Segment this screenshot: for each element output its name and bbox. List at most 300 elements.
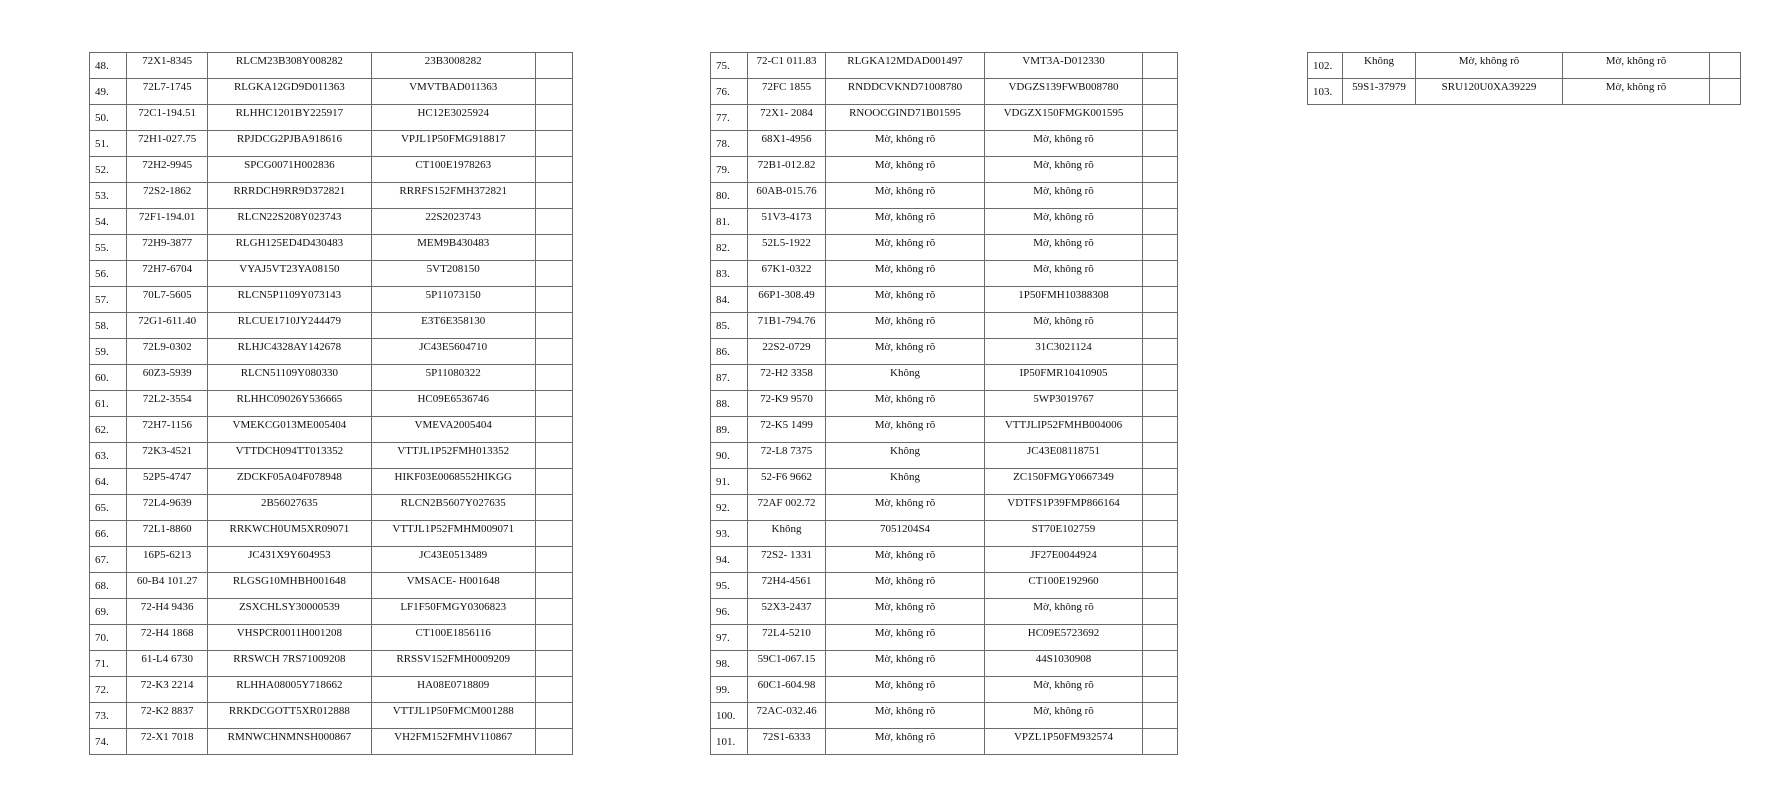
table-cell: RLCUE1710JY244479: [208, 313, 371, 339]
table-cell: RLHHC09026Y536665: [208, 391, 371, 417]
table-row: [90, 729, 573, 755]
table-cell: 72C1-194.51: [127, 105, 208, 131]
table-cell: [535, 261, 572, 287]
table-cell: 50.: [90, 105, 127, 131]
table-cell: [1143, 599, 1178, 625]
table-row: [90, 495, 573, 521]
table-cell: [535, 625, 572, 651]
table-row: [711, 625, 1178, 651]
table-cell: Mờ, không rõ: [985, 261, 1143, 287]
table-cell: 67.: [90, 547, 127, 573]
table-cell: 64.: [90, 469, 127, 495]
table-cell: VPJL1P50FMG918817: [371, 131, 535, 157]
table-row: [90, 703, 573, 729]
table-cell: Mờ, không rõ: [985, 209, 1143, 235]
table-cell: VMEVA2005404: [371, 417, 535, 443]
table-row: [711, 495, 1178, 521]
table-cell: Mờ, không rõ: [985, 703, 1143, 729]
table-cell: 44S1030908: [985, 651, 1143, 677]
table-cell: Không: [1343, 53, 1416, 79]
table-cell: 72G1-611.40: [127, 313, 208, 339]
vehicle-table-1: [89, 52, 573, 755]
table-cell: Mờ, không rõ: [826, 183, 985, 209]
table-cell: 72L1-8860: [127, 521, 208, 547]
table-cell: 72L4-9639: [127, 495, 208, 521]
table-row: [90, 417, 573, 443]
table-cell: 87.: [711, 365, 748, 391]
table-cell: 66.: [90, 521, 127, 547]
table-cell: 88.: [711, 391, 748, 417]
table-body: [1308, 53, 1741, 105]
table-cell: RLGKA12MDAD001497: [826, 53, 985, 79]
table-cell: 102.: [1308, 53, 1343, 79]
table-cell: [1143, 339, 1178, 365]
table-cell: Mờ, không rõ: [826, 287, 985, 313]
table-cell: RLHHA08005Y718662: [208, 677, 371, 703]
table-cell: 72-X1 7018: [127, 729, 208, 755]
table-cell: 71B1-794.76: [748, 313, 826, 339]
table-cell: 62.: [90, 417, 127, 443]
table-cell: 85.: [711, 313, 748, 339]
table-row: [90, 521, 573, 547]
table-cell: Mờ, không rõ: [826, 261, 985, 287]
table-cell: HIKF03E0068552HIKGG: [371, 469, 535, 495]
table-cell: VTTDCH094TT013352: [208, 443, 371, 469]
table-cell: Mờ, không rõ: [826, 417, 985, 443]
table-cell: Mờ, không rõ: [826, 235, 985, 261]
table-row: [90, 235, 573, 261]
table-cell: 68.: [90, 573, 127, 599]
table-row: [90, 105, 573, 131]
table-cell: 72-K2 8837: [127, 703, 208, 729]
table-cell: 74.: [90, 729, 127, 755]
table-cell: Mờ, không rõ: [826, 157, 985, 183]
table-cell: HC09E5723692: [985, 625, 1143, 651]
table-cell: [1143, 443, 1178, 469]
table-cell: [535, 547, 572, 573]
table-row: [90, 131, 573, 157]
table-cell: [1143, 495, 1178, 521]
table-cell: RPJDCG2PJBA918616: [208, 131, 371, 157]
table-cell: 72S2-1862: [127, 183, 208, 209]
table-cell: 72B1-012.82: [748, 157, 826, 183]
table-cell: 72-H4 9436: [127, 599, 208, 625]
table-row: [711, 703, 1178, 729]
table-row: [711, 599, 1178, 625]
table-row: [90, 157, 573, 183]
table-cell: [1143, 235, 1178, 261]
table-cell: 72-H2 3358: [748, 365, 826, 391]
table-row: [90, 469, 573, 495]
table-cell: [1143, 469, 1178, 495]
table-cell: Mờ, không rõ: [1563, 53, 1710, 79]
table-row: [711, 209, 1178, 235]
table-cell: 57.: [90, 287, 127, 313]
table-cell: 66P1-308.49: [748, 287, 826, 313]
table-row: [90, 599, 573, 625]
table-cell: [535, 313, 572, 339]
table-cell: 52-F6 9662: [748, 469, 826, 495]
table-cell: JC43E5604710: [371, 339, 535, 365]
table-cell: 91.: [711, 469, 748, 495]
table-cell: 53.: [90, 183, 127, 209]
table-cell: [1143, 677, 1178, 703]
table-cell: [1143, 365, 1178, 391]
table-cell: [535, 53, 572, 79]
table-row: [90, 313, 573, 339]
table-cell: Mờ, không rõ: [826, 547, 985, 573]
table-cell: Không: [748, 521, 826, 547]
table-cell: Mờ, không rõ: [826, 625, 985, 651]
table-cell: [535, 157, 572, 183]
table-cell: 59C1-067.15: [748, 651, 826, 677]
table-cell: [535, 339, 572, 365]
table-cell: [535, 287, 572, 313]
table-cell: ZC150FMGY0667349: [985, 469, 1143, 495]
table-cell: 78.: [711, 131, 748, 157]
table-cell: Mờ, không rõ: [826, 677, 985, 703]
table-cell: RLCN22S208Y023743: [208, 209, 371, 235]
table-cell: IP50FMR10410905: [985, 365, 1143, 391]
table-cell: 5WP3019767: [985, 391, 1143, 417]
table-cell: JC43E08118751: [985, 443, 1143, 469]
table-cell: 72H7-1156: [127, 417, 208, 443]
table-cell: 16P5-6213: [127, 547, 208, 573]
table-cell: 97.: [711, 625, 748, 651]
table-row: [711, 365, 1178, 391]
table-cell: Mờ, không rõ: [1416, 53, 1563, 79]
table-cell: 70.: [90, 625, 127, 651]
table-row: [1308, 79, 1741, 105]
table-row: [711, 469, 1178, 495]
table-cell: [1143, 391, 1178, 417]
table-cell: [535, 729, 572, 755]
table-row: [711, 521, 1178, 547]
table-cell: CT100E1978263: [371, 157, 535, 183]
table-cell: VDGZS139FWB008780: [985, 79, 1143, 105]
table-cell: 101.: [711, 729, 748, 755]
table-cell: 72L4-5210: [748, 625, 826, 651]
table-cell: 49.: [90, 79, 127, 105]
table-cell: [535, 677, 572, 703]
table-cell: 56.: [90, 261, 127, 287]
table-cell: [535, 79, 572, 105]
table-cell: [1143, 417, 1178, 443]
table-cell: 51.: [90, 131, 127, 157]
table-row: [711, 287, 1178, 313]
table-cell: [1710, 53, 1741, 79]
table-cell: Mờ, không rõ: [985, 235, 1143, 261]
table-cell: JC431X9Y604953: [208, 547, 371, 573]
table-cell: VMT3A-D012330: [985, 53, 1143, 79]
table-cell: RRKWCH0UM5XR09071: [208, 521, 371, 547]
table-cell: [535, 105, 572, 131]
table-row: [90, 443, 573, 469]
table-cell: 65.: [90, 495, 127, 521]
table-cell: 52.: [90, 157, 127, 183]
table-cell: [535, 521, 572, 547]
table-cell: VTTJLIP52FMHB004006: [985, 417, 1143, 443]
table-row: [711, 391, 1178, 417]
table-cell: 72L9-0302: [127, 339, 208, 365]
table-cell: [1143, 573, 1178, 599]
table-cell: 92.: [711, 495, 748, 521]
table-cell: 72-K9 9570: [748, 391, 826, 417]
table-cell: 70L7-5605: [127, 287, 208, 313]
table-cell: Mờ, không rõ: [826, 495, 985, 521]
table-cell: [1143, 547, 1178, 573]
table-cell: [535, 703, 572, 729]
table-cell: RLCM23B308Y008282: [208, 53, 371, 79]
table-cell: RRSWCH 7RS71009208: [208, 651, 371, 677]
table-cell: [535, 469, 572, 495]
table-cell: 52L5-1922: [748, 235, 826, 261]
table-cell: 23B3008282: [371, 53, 535, 79]
table-cell: 83.: [711, 261, 748, 287]
table-cell: HC09E6536746: [371, 391, 535, 417]
table-row: [90, 651, 573, 677]
table-cell: [535, 183, 572, 209]
table-row: [90, 339, 573, 365]
table-cell: [535, 443, 572, 469]
table-cell: 60Z3-5939: [127, 365, 208, 391]
table-cell: 80.: [711, 183, 748, 209]
table-cell: 2B56027635: [208, 495, 371, 521]
table-cell: 72FC 1855: [748, 79, 826, 105]
table-cell: [535, 417, 572, 443]
table-cell: [1143, 313, 1178, 339]
table-cell: SRU120U0XA39229: [1416, 79, 1563, 105]
table-cell: 76.: [711, 79, 748, 105]
table-cell: 72X1- 2084: [748, 105, 826, 131]
table-cell: VMSACE- H001648: [371, 573, 535, 599]
table-cell: 5P11073150: [371, 287, 535, 313]
table-cell: RRKDCGOTT5XR012888: [208, 703, 371, 729]
table-cell: Mờ, không rõ: [1563, 79, 1710, 105]
table-cell: 72H1-027.75: [127, 131, 208, 157]
table-row: [90, 53, 573, 79]
table-cell: VTTJL1P50FMCM001288: [371, 703, 535, 729]
table-cell: 72L7-1745: [127, 79, 208, 105]
table-cell: 72H7-6704: [127, 261, 208, 287]
table-cell: VPZL1P50FM932574: [985, 729, 1143, 755]
table-cell: VTTJL1P52FMH013352: [371, 443, 535, 469]
table-cell: RRRFS152FMH372821: [371, 183, 535, 209]
table-cell: 72.: [90, 677, 127, 703]
table-cell: ST70E102759: [985, 521, 1143, 547]
table-cell: E3T6E358130: [371, 313, 535, 339]
table-cell: RLCN2B5607Y027635: [371, 495, 535, 521]
table-cell: ZDCKF05A04F078948: [208, 469, 371, 495]
table-row: [90, 573, 573, 599]
table-cell: 31C3021124: [985, 339, 1143, 365]
table-cell: [1143, 157, 1178, 183]
table-row: [711, 235, 1178, 261]
table-cell: Mờ, không rõ: [985, 599, 1143, 625]
table-row: [711, 547, 1178, 573]
table-cell: 60C1-604.98: [748, 677, 826, 703]
table-cell: [1143, 703, 1178, 729]
table-row: [711, 313, 1178, 339]
table-cell: Không: [826, 443, 985, 469]
table-cell: [535, 209, 572, 235]
table-cell: 89.: [711, 417, 748, 443]
table-cell: [535, 131, 572, 157]
table-cell: 67K1-0322: [748, 261, 826, 287]
table-cell: [1143, 53, 1178, 79]
table-row: [711, 105, 1178, 131]
table-cell: 72-C1 011.83: [748, 53, 826, 79]
table-cell: [1143, 183, 1178, 209]
table-row: [711, 157, 1178, 183]
table-cell: 60.: [90, 365, 127, 391]
table-cell: HC12E3025924: [371, 105, 535, 131]
table-row: [90, 261, 573, 287]
table-cell: [1143, 287, 1178, 313]
table-cell: [535, 599, 572, 625]
table-body: [90, 53, 573, 755]
table-cell: RLGSG10MHBH001648: [208, 573, 371, 599]
table-cell: CT100E192960: [985, 573, 1143, 599]
table-cell: [535, 495, 572, 521]
table-cell: 5P11080322: [371, 365, 535, 391]
table-cell: 93.: [711, 521, 748, 547]
table-cell: [1143, 729, 1178, 755]
table-cell: VMEKCG013ME005404: [208, 417, 371, 443]
table-cell: 82.: [711, 235, 748, 261]
table-cell: Mờ, không rõ: [985, 183, 1143, 209]
table-cell: [1143, 209, 1178, 235]
table-cell: VMVTBAD011363: [371, 79, 535, 105]
table-cell: [1143, 625, 1178, 651]
table-cell: 72-H4 1868: [127, 625, 208, 651]
table-cell: 98.: [711, 651, 748, 677]
table-cell: 75.: [711, 53, 748, 79]
table-row: [711, 443, 1178, 469]
vehicle-table-3: [1307, 52, 1741, 105]
table-cell: 61.: [90, 391, 127, 417]
table-cell: 72H4-4561: [748, 573, 826, 599]
table-cell: Mờ, không rõ: [826, 391, 985, 417]
table-row: [711, 79, 1178, 105]
table-cell: 72-L8 7375: [748, 443, 826, 469]
table-cell: Mờ, không rõ: [826, 209, 985, 235]
table-cell: Mờ, không rõ: [826, 651, 985, 677]
table-cell: Mờ, không rõ: [826, 599, 985, 625]
table-cell: CT100E1856116: [371, 625, 535, 651]
table-cell: Mờ, không rõ: [985, 313, 1143, 339]
table-cell: 48.: [90, 53, 127, 79]
table-cell: Mờ, không rõ: [826, 729, 985, 755]
table-cell: Mờ, không rõ: [826, 573, 985, 599]
table-cell: 54.: [90, 209, 127, 235]
table-cell: 52P5-4747: [127, 469, 208, 495]
table-cell: VDGZX150FMGK001595: [985, 105, 1143, 131]
table-cell: 77.: [711, 105, 748, 131]
table-cell: RLCN51109Y080330: [208, 365, 371, 391]
table-cell: 7051204S4: [826, 521, 985, 547]
table-cell: 72AF 002.72: [748, 495, 826, 521]
table-row: [90, 625, 573, 651]
table-cell: MEM9B430483: [371, 235, 535, 261]
table-cell: Mờ, không rõ: [985, 157, 1143, 183]
table-cell: RNOOCGIND71B01595: [826, 105, 985, 131]
table-row: [90, 287, 573, 313]
table-cell: 55.: [90, 235, 127, 261]
table-cell: RRSSV152FMH0009209: [371, 651, 535, 677]
table-cell: RMNWCHNMNSH000867: [208, 729, 371, 755]
table-cell: 86.: [711, 339, 748, 365]
table-cell: 59S1-37979: [1343, 79, 1416, 105]
table-cell: 71.: [90, 651, 127, 677]
table-cell: 69.: [90, 599, 127, 625]
table-cell: 100.: [711, 703, 748, 729]
table-cell: Mờ, không rõ: [826, 703, 985, 729]
table-cell: 60AB-015.76: [748, 183, 826, 209]
table-cell: 72H2-9945: [127, 157, 208, 183]
table-cell: [1143, 261, 1178, 287]
table-row: [90, 183, 573, 209]
table-cell: 63.: [90, 443, 127, 469]
table-cell: RLHJC4328AY142678: [208, 339, 371, 365]
table-cell: 94.: [711, 547, 748, 573]
table-cell: 68X1-4956: [748, 131, 826, 157]
table-cell: Mờ, không rõ: [826, 313, 985, 339]
table-cell: Mờ, không rõ: [985, 131, 1143, 157]
table-cell: 72AC-032.46: [748, 703, 826, 729]
table-cell: [535, 651, 572, 677]
table-cell: JF27E0044924: [985, 547, 1143, 573]
table-row: [711, 183, 1178, 209]
table-cell: RLGKA12GD9D011363: [208, 79, 371, 105]
table-cell: Không: [826, 365, 985, 391]
table-cell: Mờ, không rõ: [826, 131, 985, 157]
table-cell: 1P50FMH10388308: [985, 287, 1143, 313]
table-cell: 84.: [711, 287, 748, 313]
table-cell: 96.: [711, 599, 748, 625]
table-cell: LF1F50FMGY0306823: [371, 599, 535, 625]
table-row: [90, 365, 573, 391]
table-row: [711, 729, 1178, 755]
table-row: [90, 677, 573, 703]
table-cell: 72X1-8345: [127, 53, 208, 79]
table-cell: 5VT208150: [371, 261, 535, 287]
table-cell: 103.: [1308, 79, 1343, 105]
table-body: [711, 53, 1178, 755]
table-cell: RNDDCVKND71008780: [826, 79, 985, 105]
table-cell: VYAJ5VT23YA08150: [208, 261, 371, 287]
table-cell: 72L2-3554: [127, 391, 208, 417]
table-cell: 72-K3 2214: [127, 677, 208, 703]
table-cell: 73.: [90, 703, 127, 729]
table-cell: HA08E0718809: [371, 677, 535, 703]
table-cell: VTTJL1P52FMHM009071: [371, 521, 535, 547]
table-row: [711, 131, 1178, 157]
table-cell: Mờ, không rõ: [826, 339, 985, 365]
table-row: [711, 417, 1178, 443]
table-cell: 72H9-3877: [127, 235, 208, 261]
table-cell: ZSXCHLSY30000539: [208, 599, 371, 625]
table-cell: VHSPCR0011H001208: [208, 625, 371, 651]
table-cell: 51V3-4173: [748, 209, 826, 235]
table-cell: 59.: [90, 339, 127, 365]
table-row: [711, 339, 1178, 365]
table-row: [90, 547, 573, 573]
table-row: [90, 391, 573, 417]
table-cell: 79.: [711, 157, 748, 183]
table-cell: 72K3-4521: [127, 443, 208, 469]
table-row: [711, 53, 1178, 79]
